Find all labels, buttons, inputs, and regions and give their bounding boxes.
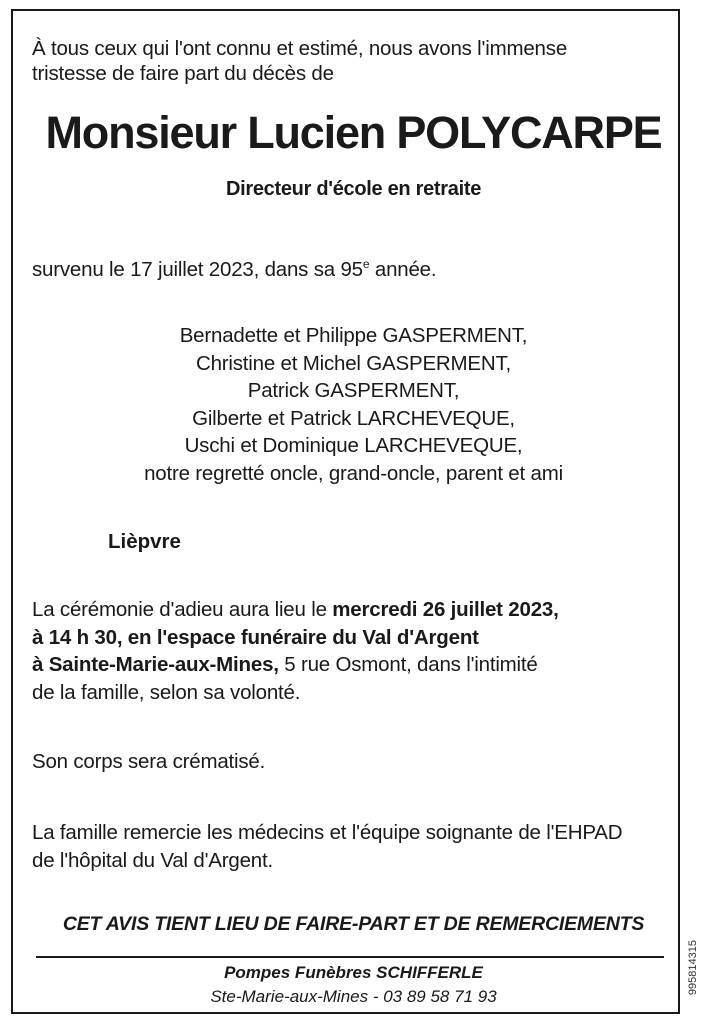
ceremony-line-1 bbox=[32, 596, 559, 624]
ceremony-date: mercredi 26 juillet 2023, bbox=[332, 598, 559, 621]
footer-notice: CET AVIS TIENT LIEU DE FAIRE-PART ET DE REMERCIEMENTS bbox=[62, 913, 645, 935]
ceremony-line-1-regular: La cérémonie d'adieu aura lieu le bbox=[32, 598, 333, 621]
intro-line-1: À tous ceux qui l'ont connu et estimé, nous avons l'immense bbox=[32, 37, 568, 60]
intro-text bbox=[32, 36, 567, 86]
footer-divider bbox=[36, 956, 664, 958]
thanks-line-2: de l'hôpital du Val d'Argent. bbox=[32, 848, 273, 872]
reference-number: 995814315 bbox=[687, 940, 699, 996]
death-date-line bbox=[32, 257, 436, 282]
ceremony-text bbox=[32, 596, 559, 706]
death-date-suffix: année. bbox=[369, 258, 437, 281]
ceremony-town: à Sainte-Marie-aux-Mines, bbox=[32, 653, 279, 676]
ceremony-address: 5 rue Osmont, dans l'intimité bbox=[278, 653, 538, 676]
family-relation: notre regretté oncle, grand-oncle, parent et ami bbox=[144, 461, 563, 485]
funeral-home-name: Pompes Funèbres SCHIFFERLE bbox=[224, 963, 483, 982]
thanks-text bbox=[32, 819, 622, 874]
death-date-prefix: survenu le 17 juillet 2023, dans sa 95 bbox=[32, 258, 363, 281]
cremation-text: Son corps sera crématisé. bbox=[32, 750, 266, 773]
family-list bbox=[0, 322, 707, 487]
family-member: Patrick GASPERMENT, bbox=[247, 379, 460, 402]
thanks-line-1: La famille remercie les médecins et l'équipe soignante de l'EHPAD bbox=[32, 821, 623, 844]
place-name: Lièpvre bbox=[108, 530, 181, 553]
death-ordinal-superscript: e bbox=[362, 257, 370, 271]
ceremony-time-venue: à 14 h 30, en l'espace funéraire du Val d'Argent bbox=[32, 625, 479, 649]
family-member: Uschi et Dominique LARCHEVEQUE, bbox=[184, 434, 523, 457]
ceremony-line-2 bbox=[32, 624, 559, 652]
family-member: Christine et Michel GASPERMENT, bbox=[195, 351, 512, 375]
ceremony-line-3 bbox=[32, 651, 559, 679]
deceased-name: Monsieur Lucien POLYCARPE bbox=[45, 107, 662, 158]
ceremony-line-4: de la famille, selon sa volonté. bbox=[32, 680, 301, 704]
intro-line-2: tristesse de faire part du décès de bbox=[32, 62, 334, 85]
family-member: Bernadette et Philippe GASPERMENT, bbox=[179, 324, 528, 347]
family-member: Gilberte et Patrick LARCHEVEQUE, bbox=[192, 406, 515, 430]
deceased-title: Directeur d'école en retraite bbox=[225, 178, 482, 200]
funeral-home-contact: Ste-Marie-aux-Mines - 03 89 58 71 93 bbox=[210, 987, 497, 1006]
